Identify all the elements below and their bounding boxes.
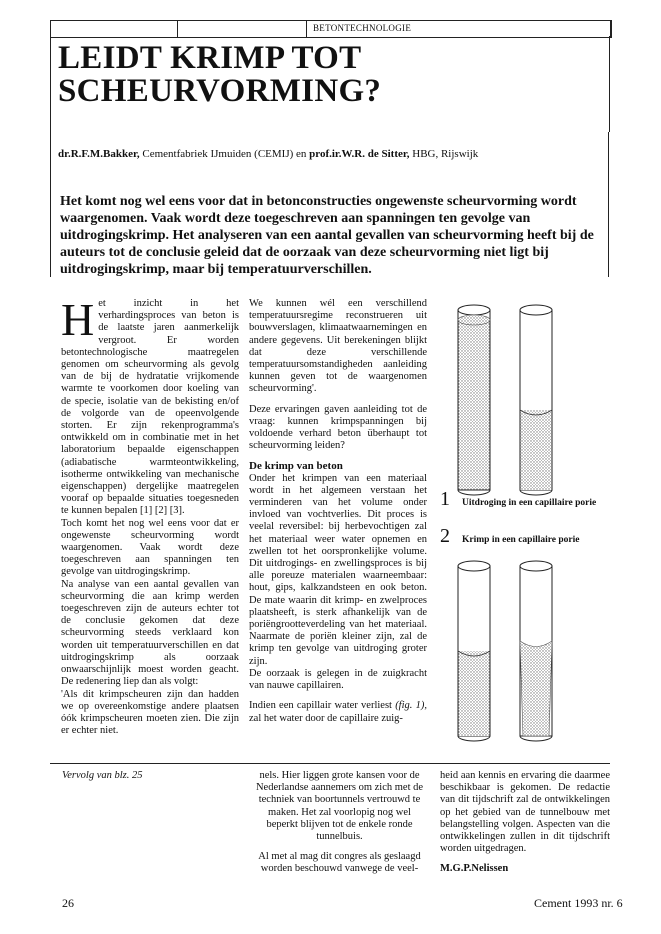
title-line-2: SCHEURVORMING? [58,73,382,109]
figure-number: 2 [440,525,450,547]
figure-caption: Krimp in een capillaire porie [462,535,580,545]
paragraph: heid aan kennis en ervaring die daarmee beschikbaar is gekomen. De redactie van dit tijdschrift zal de ontwikkelingen op het gebied van de tunnelbouw met belangstelling volgen. Aspecten van die ontwikkelingen zullen in dit tijdschrift worden uitgedragen. [440,770,610,855]
divider [50,763,610,764]
paragraph: Indien een capillair water verliest (fig. 1), zal het water door de capillaire zuig- [249,700,427,724]
title-line-1: LEIDT KRIMP TOT [58,40,362,76]
byline [58,148,478,160]
continued-note [62,770,232,782]
paragraph: Deze ervaringen gaven aanleiding tot de vraag: kunnen krimpspanningen bij voldoende verhard beton überhaupt tot scheurvorming leiden? [249,403,427,452]
capillary-tube-2 [520,305,552,495]
drop-cap: H [61,294,95,345]
column-2 [249,298,427,725]
paragraph: Na analyse van een aantal gevallen van scheurvorming die aan krimp werden toegeschreven zijn de auteurs echter tot de conclusie gekomen dat deze scheurvorming steeds verklaard kon worden uit temperatuurverschillen en dat uitdrogingskrimp als oorzaak onwaarschijnlijk moest worden geacht. De redenering liep dan als volgt: [61,578,239,688]
page-title [58,42,381,108]
lead-paragraph: Het komt nog wel eens voor dat in betonconstructies ongewenste scheurvorming wordt waargenomen. Vaak wordt deze toegeschreven aan spanningen ten gevolge van uitdrogingskrimp. Het analyseren van een aantal gevallen van scheurvorming heeft bij de auteurs tot de conclusie geleid dat de oorzaak van deze scheurvorming niet ligt bij uitdrogingskrimp, maar bij temperatuurverschillen. [60,194,594,277]
author-2: prof.ir.W.R. de Sitter, [309,148,410,160]
footer-column-2 [252,770,427,876]
journal-info: Cement 1993 nr. 6 [534,896,623,910]
column-1 [61,294,239,737]
left-rule [50,132,51,277]
capillary-tube-3 [458,561,490,741]
figure-number: 1 [440,488,450,510]
paragraph: nels. Hier liggen grote kansen voor de Nederlandse aannemers om zich met de techniek van boortunnels vertrouwd te maken. Het zal voorlopig nog wel beperkt blijven tot de enkele ronde tunnelbuis. [255,770,424,843]
paragraph: Toch komt het nog wel eens voor dat er ongewenste scheurvorming wordt waargenomen. Vaak wordt deze toegeschreven aan spanningen ten gevolge van uitdrogingskrimp. [61,517,239,578]
paragraph: Het inzicht in het verhardingsproces van beton is de laatste jaren aanmerkelijk vergroot. Er worden betontechnologische maatregelen genomen om scheurvorming als gevolg van de bij de hydratatie vrijkomende warmte te voorkomen door koeling van de specie, isolatie van de bekisting en/of de volgorde van de opeenvolgende storten. Er zijn rekenprogramma's ontwikkeld om in combinatie met in het laboratorium bepaalde eigenschappen (adiabatische warmteontwikkeling, isotherme ontwikkeling van mechanische eigenschappen) dergelijke maatregelen vooraf op bepaalde situaties toegesneden te kunnen bepalen [1] [2] [3]. [61,294,239,517]
author-1: dr.R.F.M.Bakker, [58,148,140,160]
footer-column-3 [440,770,610,876]
paragraph: Al met al mag dit congres als geslaagd worden beschouwd vanwege de veel- [258,851,421,875]
continued-from: Vervolg van blz. 25 [62,770,143,781]
header-cell [178,21,307,37]
section-label: BETONTECHNOLOGIE [313,23,412,33]
figure-1-caption [440,488,596,511]
capillary-tube-4 [520,561,552,741]
header-cell [51,21,178,37]
figure-caption: Uitdroging in een capillaire porie [462,498,597,508]
paragraph: We kunnen wél een verschillend temperatuursregime reconstrueren uit bouwverslagen, klimaatwaarnemingen en andere gegevens. Uit berekeningen blijkt dat deze verschillende temperatuursomstandigheden aanleiding kunnen geven tot de waargenomen scheurvorming'. [249,298,427,395]
capillary-tube-1 [458,305,490,495]
paragraph: Onder het krimpen van een materiaal wordt in het algemeen verstaan het verminderen van het volume onder invloed van vochtverlies. Dit proces is veelal reversibel: bij herbevochtigen zal het materiaal weer water opnemen en zwellen tot het oorspronkelijke volume. Dit uitdrogings- en zwellingsproces is bij alle poreuze materialen waarneembaar: hout, gips, kalkzandsteen en ook beton. De mate waarin dit krimp- en zwelproces plaatsheeft, is sterk afhankelijk van de poriëngrootteverdeling van het materiaal. Naarmate de poriën kleiner zijn, zal de krimp ten gevolge van uitdroging groter zijn. [249,472,427,667]
page-number: 26 [62,896,74,910]
figure-2-caption [440,525,580,548]
paragraph: 'Als dit krimpscheuren zijn dan hadden we op overeenkomstige andere plaatsen óók krimpscheuren moeten zien. Die zijn er echter niet. [61,688,239,737]
signature: M.G.P.Nelissen [440,863,509,875]
author-1-affiliation: Cementfabriek IJmuiden (CEMIJ) en [142,148,307,160]
paragraph: De oorzaak is gelegen in de zuigkracht van nauwe capillairen. [249,667,427,692]
figure-reference: (fig. 1), [395,700,427,712]
section-heading: De krimp van beton [249,460,343,473]
author-2-affiliation: HBG, Rijswijk [412,148,479,160]
